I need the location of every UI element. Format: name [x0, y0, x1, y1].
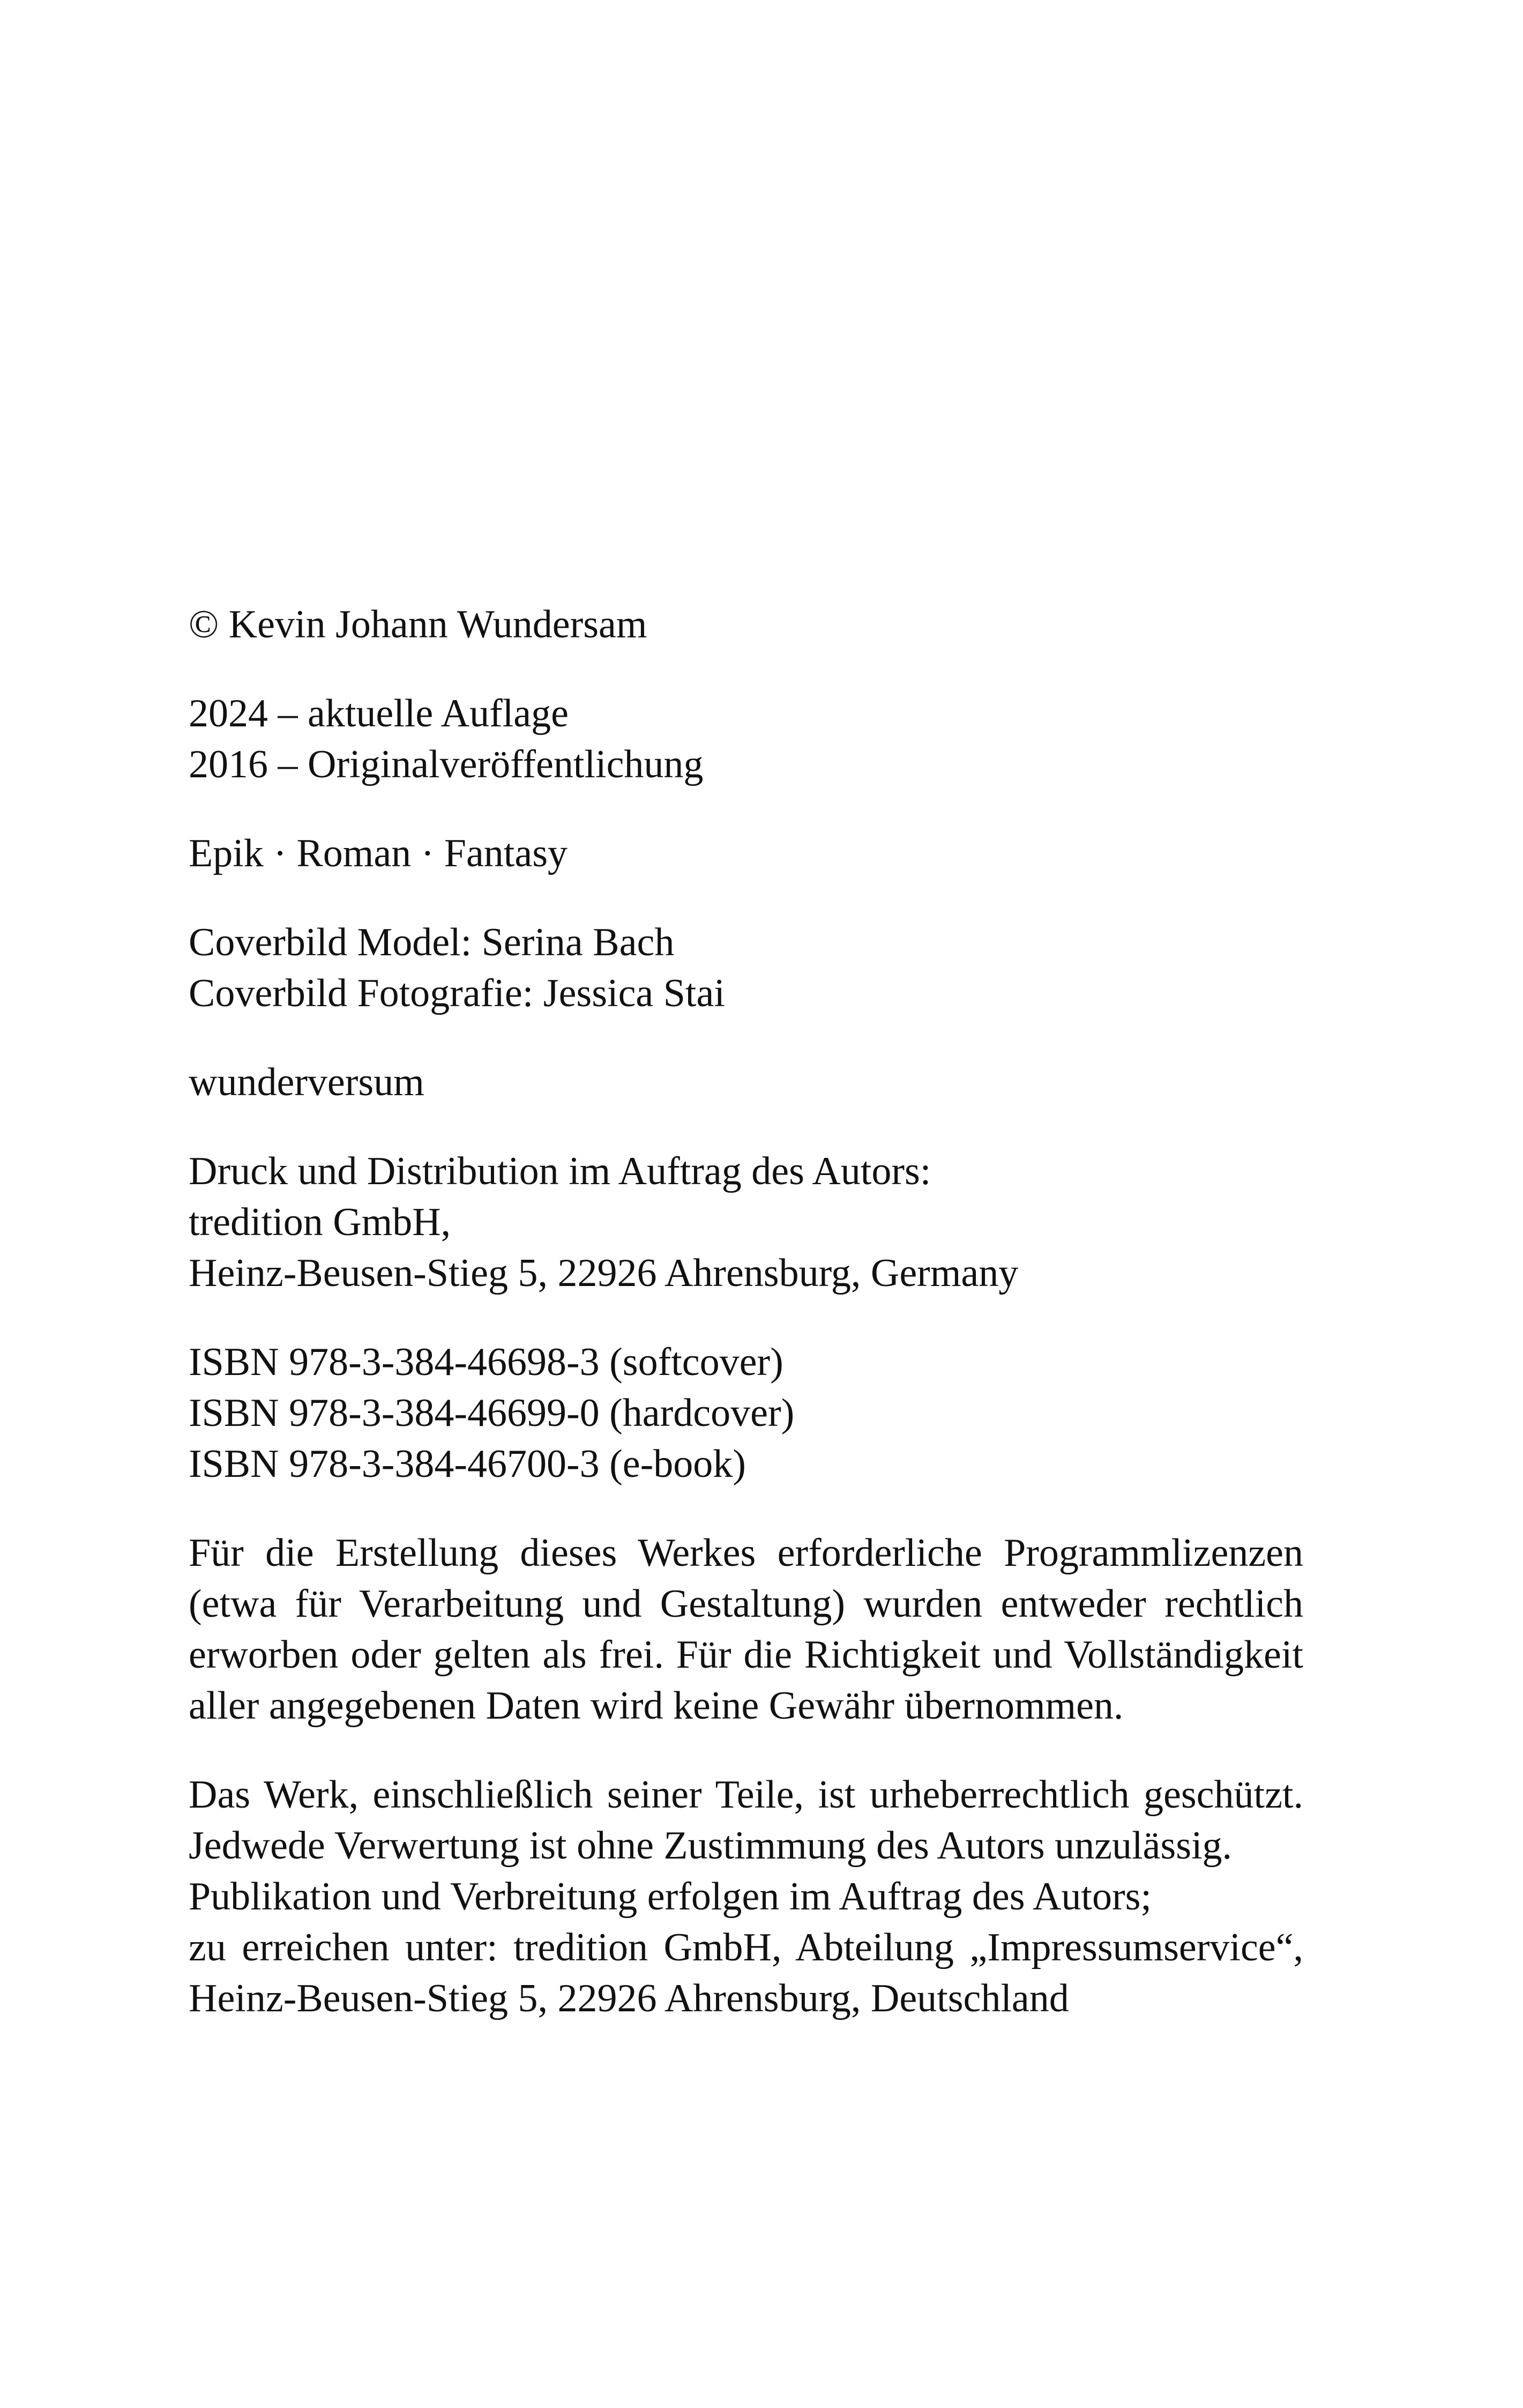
legal-notice-line: Publikation und Verbreitung erfolgen im Auftrag des Autors;: [189, 1875, 1152, 1919]
copyright-line: © Kevin Johann Wundersam: [189, 603, 647, 646]
legal-notice-line: zu erreichen unter: tredition GmbH, Abteilung „Impressumservice“,: [189, 1926, 1303, 1969]
genre-block: [189, 828, 1303, 879]
license-notice-line: (etwa für Verarbeitung und Gestaltung) wurden entweder rechtlich: [189, 1582, 1303, 1626]
license-notice-line: aller angegebenen Daten wird keine Gewähr übernommen.: [189, 1684, 1124, 1728]
imprint-name: wunderversum: [189, 1060, 424, 1104]
edition-current: 2024 – aktuelle Auflage: [189, 692, 569, 735]
editions-block: [189, 688, 1303, 790]
legal-notice-line: Heinz-Beusen-Stieg 5, 22926 Ahrensburg, Deutschland: [189, 1976, 1069, 2020]
edition-original: 2016 – Originalveröffentlichung: [189, 742, 704, 786]
license-notice-line: Für die Erstellung dieses Werkes erforderliche Programmlizenzen: [189, 1531, 1303, 1575]
legal-notice-block: [189, 1770, 1303, 2024]
cover-model-credit: Coverbild Model: Serina Bach: [189, 920, 675, 964]
legal-notice-line: Jedwede Verwertung ist ohne Zustimmung des Autors unzulässig.: [189, 1824, 1233, 1868]
distributor-name: tredition GmbH,: [189, 1200, 451, 1244]
genre-line: Epik · Roman · Fantasy: [189, 831, 568, 875]
cover-photo-credit: Coverbild Fotografie: Jessica Stai: [189, 971, 725, 1015]
isbn-block: [189, 1337, 1303, 1490]
copyright-block: [189, 599, 1303, 650]
imprint-content: [189, 599, 1303, 2062]
isbn-hardcover: ISBN 978-3-384-46699-0 (hardcover): [189, 1391, 795, 1435]
license-notice-block: [189, 1528, 1303, 1731]
distribution-heading: Druck und Distribution im Auftrag des Autors:: [189, 1149, 931, 1193]
imprint-name-block: [189, 1057, 1303, 1108]
license-notice-line: erworben oder gelten als frei. Für die Richtigkeit und Vollständigkeit: [189, 1633, 1303, 1677]
legal-notice-line: Das Werk, einschließlich seiner Teile, ist urheberrechtlich geschützt.: [189, 1773, 1303, 1817]
cover-credits-block: [189, 917, 1303, 1019]
isbn-softcover: ISBN 978-3-384-46698-3 (softcover): [189, 1340, 783, 1384]
isbn-ebook: ISBN 978-3-384-46700-3 (e-book): [189, 1442, 746, 1486]
distribution-block: [189, 1146, 1303, 1299]
distributor-address: Heinz-Beusen-Stieg 5, 22926 Ahrensburg, Germany: [189, 1251, 1019, 1295]
